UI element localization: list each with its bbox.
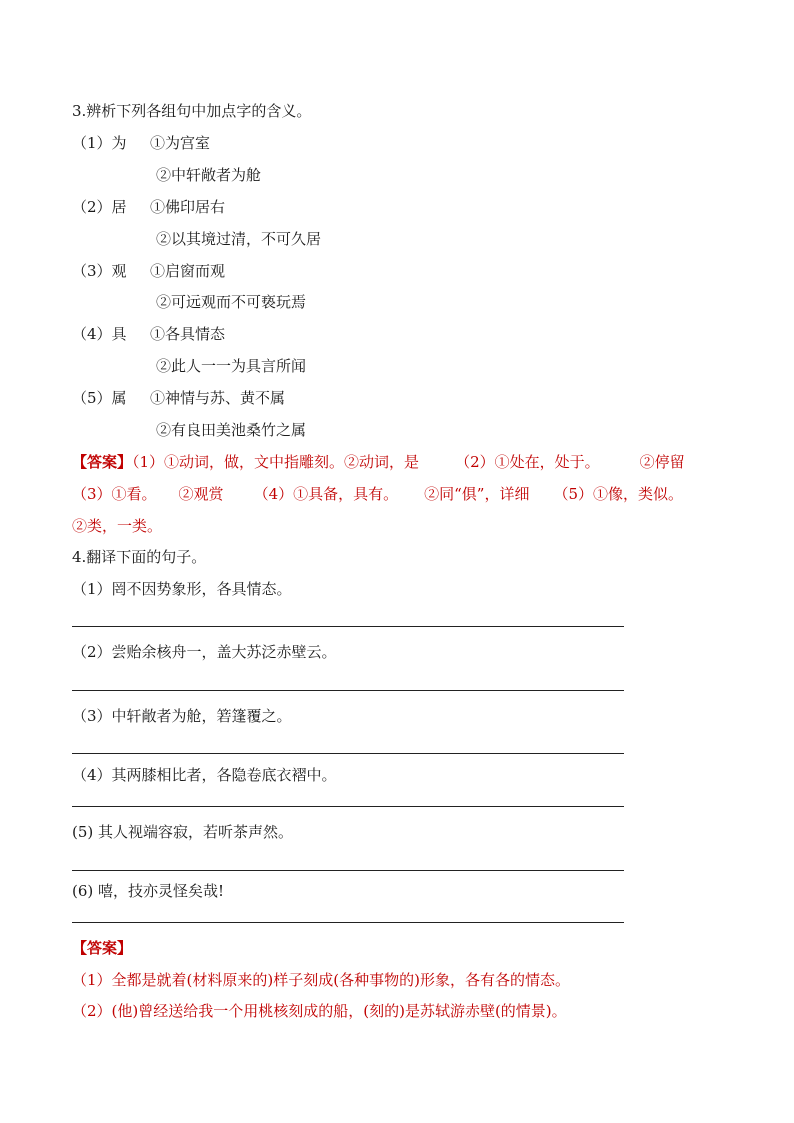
q3-answer-line-3: ②类，一类。: [72, 517, 163, 535]
q3-item-sentence: ①为宫室: [150, 134, 211, 152]
q3-item-num: （4）具: [72, 325, 127, 343]
q4-answer-tag: 【答案】: [72, 939, 133, 957]
q3-item-sentence: ①各具情态: [150, 325, 226, 343]
q3-item-1-row1: [72, 133, 210, 153]
q4-sentence-1: （1）罔不因势象形，各具情态。: [72, 580, 292, 598]
q4-answer-1: （1）全都是就着(材料原来的)样子刻成(各种事物的)形象，各有各的情态。: [72, 971, 570, 989]
answer-text: （3）①看。: [72, 485, 157, 503]
answer-text: （5）①像，类似。: [553, 485, 683, 503]
answer-text: （4）①具备，具有。: [253, 485, 399, 503]
q3-answer-line-1: [72, 452, 685, 472]
q3-item-sentence: ①神情与苏、黄不属: [150, 389, 286, 407]
q4-title: 4.翻译下面的句子。: [72, 548, 207, 566]
q3-item-1-row2: ②中轩敞者为舱: [156, 166, 262, 184]
q3-item-num: （3）观: [72, 262, 127, 280]
q3-answer-line-2: [72, 484, 683, 504]
q4-sentence-6: (6) 嘻，技亦灵怪矣哉!: [72, 882, 225, 900]
answer-blank-line-1[interactable]: [72, 626, 624, 627]
q4-answer-2: （2）(他)曾经送给我一个用桃核刻成的船，(刻的)是苏轼游赤壁(的情景)。: [72, 1002, 567, 1020]
q3-item-2-row1: [72, 197, 225, 217]
q3-item-num: （1）为: [72, 134, 127, 152]
answer-blank-line-6[interactable]: [72, 922, 624, 923]
q3-item-3-row2: ②可远观而不可亵玩焉: [156, 293, 307, 311]
q4-sentence-2: （2）尝贻余核舟一，盖大苏泛赤壁云。: [72, 643, 337, 661]
answer-blank-line-5[interactable]: [72, 870, 624, 871]
q3-item-3-row1: [72, 261, 225, 281]
answer-text: ②停留: [639, 453, 685, 471]
q3-item-sentence: ①佛印居右: [150, 198, 226, 216]
answer-text: （1）①动词，做，文中指雕刻。②动词，是: [132, 453, 420, 471]
answer-tag: 【答案】: [72, 453, 133, 471]
q3-item-num: （5）属: [72, 389, 127, 407]
answer-blank-line-2[interactable]: [72, 690, 624, 691]
q4-sentence-3: （3）中轩敞者为舱，箬篷覆之。: [72, 707, 292, 725]
q4-sentence-4: （4）其两膝相比者，各隐卷底衣褶中。: [72, 766, 337, 784]
q3-item-4-row1: [72, 324, 225, 344]
q3-title: 3.辨析下列各组句中加点字的含义。: [72, 102, 312, 120]
answer-text: （2）①处在，处于。: [455, 453, 600, 471]
answer-blank-line-3[interactable]: [72, 753, 624, 754]
q3-item-5-row2: ②有良田美池桑竹之属: [156, 421, 307, 439]
q4-sentence-5: (5) 其人视端容寂，若听茶声然。: [72, 823, 294, 841]
q3-item-num: （2）居: [72, 198, 127, 216]
q3-item-4-row2: ②此人一一为具言所闻: [156, 357, 307, 375]
answer-text: ②观赏: [178, 485, 224, 503]
answer-text: ②同“俱”，详细: [424, 485, 530, 503]
answer-blank-line-4[interactable]: [72, 806, 624, 807]
q3-item-5-row1: [72, 388, 285, 408]
q3-item-sentence: ①启窗而观: [150, 262, 226, 280]
q3-item-2-row2: ②以其境过清，不可久居: [156, 230, 322, 248]
